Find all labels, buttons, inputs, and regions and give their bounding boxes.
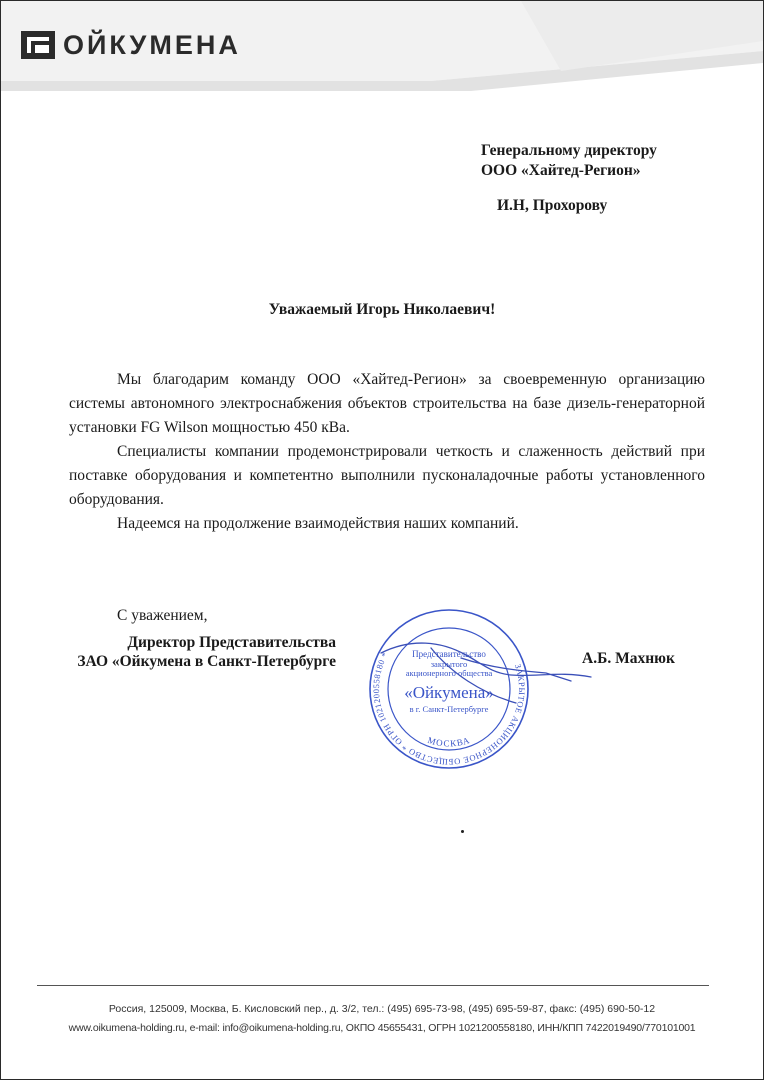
company-logo: [21, 31, 241, 59]
logo-mark-icon: [21, 31, 55, 59]
scan-dot: [461, 830, 464, 833]
addressee-position: Генеральному директору: [481, 142, 657, 159]
signer-name: А.Б. Махнюк: [582, 650, 675, 667]
stamp-inner-line2: закрытого: [430, 659, 468, 669]
stamp-inner-line1: Представительство: [412, 649, 486, 659]
footer-divider: [37, 985, 709, 986]
signer-title-line1: Директор Представительства: [127, 634, 336, 651]
addressee-company: ООО «Хайтед-Регион»: [481, 162, 641, 179]
stamp-inner-line4: в г. Санкт-Петербурге: [409, 704, 489, 714]
footer-requisites: www.oikumena-holding.ru, e-mail: info@oikumena-holding.ru, ОКПО 45655431, ОГРН 1021200558180, ИНН/КПП 7422019490/770101001: [68, 1022, 696, 1034]
paragraph-cooperation: Надеемся на продолжение взаимодействия наших компаний.: [117, 515, 519, 532]
paragraph-specialists: Специалисты компании продемонстрировали четкость и слаженность действий при поставке оборудования и компетентно выполнили пусконаладочные работы установленного оборудования.: [69, 443, 705, 508]
logo-text: ОЙКУМЕНА: [63, 29, 241, 60]
salutation: Уважаемый Игорь Николаевич!: [268, 301, 496, 318]
addressee-name: И.Н, Прохорову: [497, 197, 608, 214]
svg-text:МОСКВА: [427, 735, 472, 749]
handwritten-signature: [371, 633, 601, 713]
stamp-inner-line3: акционерного общества: [405, 668, 493, 678]
stamp-bottom-text: МОСКВА: [426, 734, 472, 749]
letter-body: [69, 368, 705, 536]
signer-title-line2: ЗАО «Ойкумена в Санкт-Петербурге: [77, 653, 336, 670]
paragraph-gratitude: Мы благодарим команду ООО «Хайтед-Регион» за своевременную организацию системы автономного электроснабжения объектов строительства на базе дизель-генераторной установки FG Wilson мощностью 450 кВа.: [69, 371, 705, 436]
stamp-center-text: «Ойкумена»: [404, 683, 494, 702]
addressee-block: [481, 141, 657, 216]
signer-title: [1, 633, 336, 671]
footer-address: Россия, 125009, Москва, Б. Кисловский пер., д. 3/2, тел.: (495) 695-73-98, (495) 695-59-87, факс: (495) 690-50-12: [108, 1003, 656, 1015]
stamp-outer-text: ЗАКРЫТОЕ АКЦИОНЕРНОЕ ОБЩЕСТВО * ОГРН 1021200558180 *: [370, 650, 528, 768]
closing-phrase: С уважением,: [117, 607, 208, 624]
